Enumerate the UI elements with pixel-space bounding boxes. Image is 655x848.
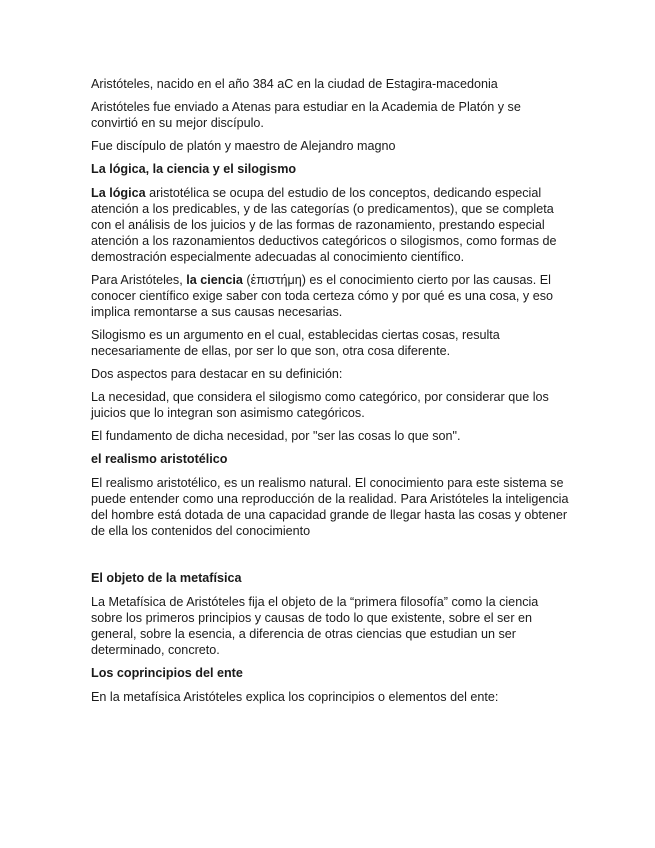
term-science: la ciencia xyxy=(186,273,243,287)
paragraph-science-text: (ἐπιστήμη) es el conocimiento cierto por las causas. El conocer científico exige saber con toda certeza cómo y por qué es una cosa, y eso implica remontarse a sus causas necesarias. xyxy=(91,273,554,319)
heading-realism: el realismo aristotélico xyxy=(91,452,228,466)
paragraph-coprinciples: En la metafísica Aristóteles explica los coprincipios o elementos del ente: xyxy=(91,690,499,704)
paragraph-foundation: El fundamento de dicha necesidad, por "ser las cosas lo que son". xyxy=(91,429,461,443)
paragraph-necessity: La necesidad, que considera el silogismo como categórico, por considerar que los juicios que lo integran son asimismo categóricos. xyxy=(91,390,549,420)
paragraph-syllogism: Silogismo es un argumento en el cual, establecidas ciertas cosas, resulta necesariamente de ellas, por ser lo que son, otra cosa diferente. xyxy=(91,328,500,358)
blank-line xyxy=(91,546,571,570)
heading-logic: La lógica, la ciencia y el silogismo xyxy=(91,162,297,176)
paragraph-aspects: Dos aspectos para destacar en su definición: xyxy=(91,367,343,381)
paragraph-disciple: Fue discípulo de platón y maestro de Alejandro magno xyxy=(91,139,396,153)
paragraph-metaphysics: La Metafísica de Aristóteles fija el objeto de la “primera filosofía” como la ciencia sobre los primeros principios y causas de todo lo que existente, sobre el ser en general, sobre la esencia, a diferencia de otras ciencias que estudian un ser determinado, concreto. xyxy=(91,595,539,657)
paragraph-logic xyxy=(91,185,571,265)
term-logic: La lógica xyxy=(91,186,146,200)
paragraph-logic-text: aristotélica se ocupa del estudio de los conceptos, dedicando especial atención a los predicables, y de las categorías (o predicamentos), que se completa con el análisis de los juicios y de las formas de razonamiento, prestando especial atención a los razonamientos deductivos categóricos o silogismos, como formas de demostración especialmente adecuadas al conocimiento científico. xyxy=(91,186,557,264)
paragraph-birth: Aristóteles, nacido en el año 384 aC en la ciudad de Estagira-macedonia xyxy=(91,77,498,91)
paragraph-science-prefix: Para Aristóteles, xyxy=(91,273,187,287)
paragraph-athens: Aristóteles fue enviado a Atenas para estudiar en la Academia de Platón y se convirtió en su mejor discípulo. xyxy=(91,100,521,130)
paragraph-science xyxy=(91,272,571,320)
paragraph-realism: El realismo aristotélico, es un realismo natural. El conocimiento para este sistema se puede entender como una reproducción de la realidad. Para Aristóteles la inteligencia del hombre está dotada de una capacidad grande de llegar hasta las cosas y obtener de ella los contenidos del conocimiento xyxy=(91,476,569,538)
heading-coprinciples: Los coprincipios del ente xyxy=(91,666,243,680)
document-page xyxy=(91,76,571,712)
heading-metaphysics: El objeto de la metafísica xyxy=(91,571,242,585)
